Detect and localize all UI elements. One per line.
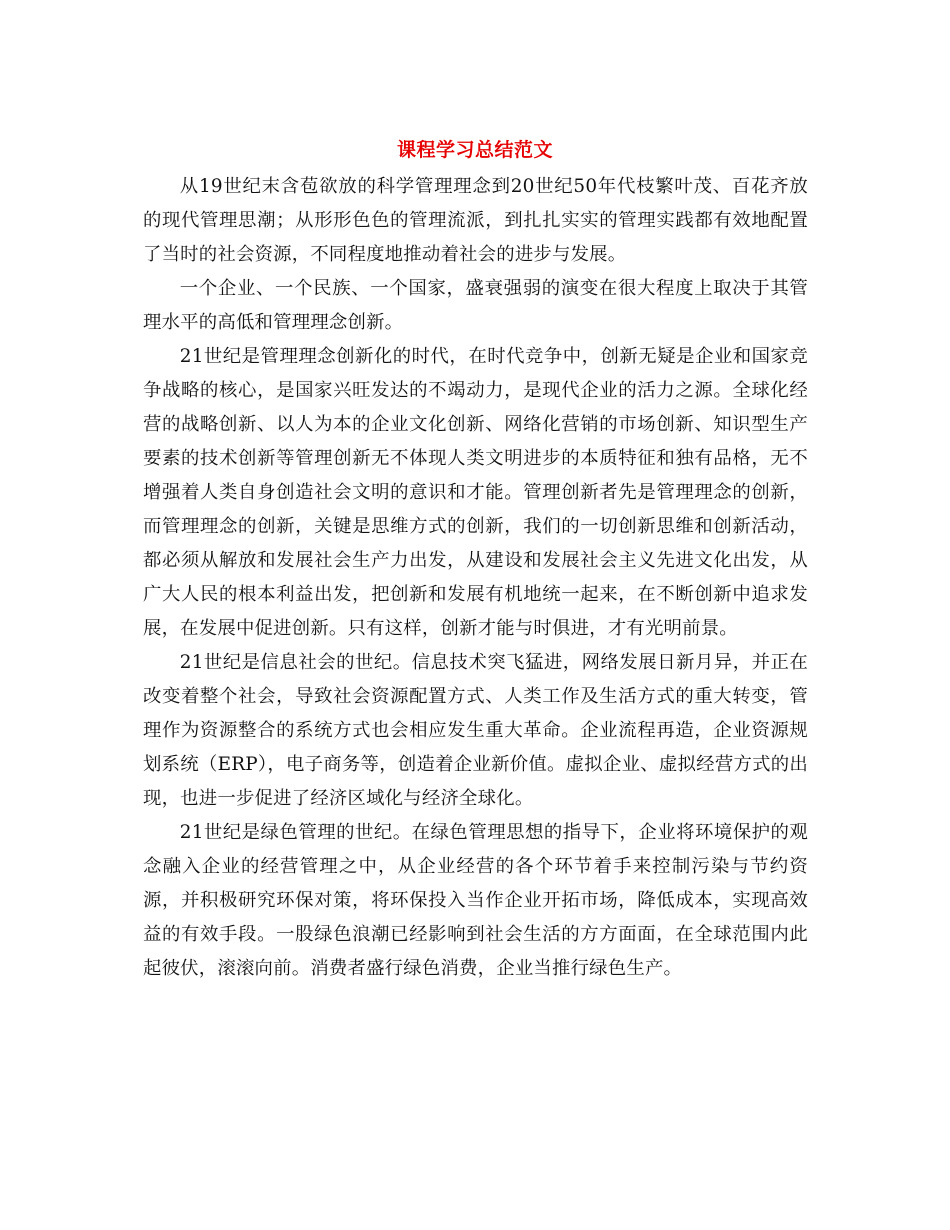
paragraph-3: 21世纪是管理理念创新化的时代，在时代竞争中，创新无疑是企业和国家竞争战略的核心，是国家兴旺发达的不竭动力，是现代企业的活力之源。全球化经营的战略创新、以人为本的企业文化创新、网络化营销的市场创新、知识型生产要素的技术创新等管理创新无不体现人类文明进步的本质特征和独有品格，无不增强着人类自身创造社会文明的意识和才能。管理创新者先是管理理念的创新，而管理理念的创新，关键是思维方式的创新，我们的一切创新思维和创新活动，都必须从解放和发展社会生产力出发，从建设和发展社会主义先进文化出发，从广大人民的根本利益出发，把创新和发展有机地统一起来，在不断创新中追求发展，在发展中促进创新。只有这样，创新才能与时俱进，才有光明前景。	[143, 346, 808, 639]
paragraph-5: 21世纪是绿色管理的世纪。在绿色管理思想的指导下，企业将环境保护的观念融入企业的经营管理之中，从企业经营的各个环节着手来控制污染与节约资源，并积极研究环保对策，将环保投入当作企业开拓市场，降低成本，实现高效益的有效手段。一股绿色浪潮已经影响到社会生活的方方面面，在全球范围内此起彼伏，滚滚向前。消费者盛行绿色消费，企业当推行绿色生产。	[143, 822, 808, 979]
document-body	[143, 170, 808, 986]
document-title: 课程学习总结范文	[396, 139, 553, 161]
paragraph-2: 一个企业、一个民族、一个国家，盛衰强弱的演变在很大程度上取决于其管理水平的高低和管理理念创新。	[143, 278, 808, 333]
paragraph-1: 从19世纪末含苞欲放的科学管理理念到20世纪50年代枝繁叶茂、百花齐放的现代管理思潮；从形形色色的管理流派，到扎扎实实的管理实践都有效地配置了当时的社会资源，不同程度地推动着社会的进步与发展。	[143, 176, 808, 265]
paragraph-4: 21世纪是信息社会的世纪。信息技术突飞猛进，网络发展日新月异，并正在改变着整个社会，导致社会资源配置方式、人类工作及生活方式的重大转变，管理作为资源整合的系统方式也会相应发生重大革命。企业流程再造，企业资源规划系统（ERP），电子商务等，创造着企业新价值。虚拟企业、虚拟经营方式的出现，也进一步促进了经济区域化与经济全球化。	[143, 652, 808, 809]
